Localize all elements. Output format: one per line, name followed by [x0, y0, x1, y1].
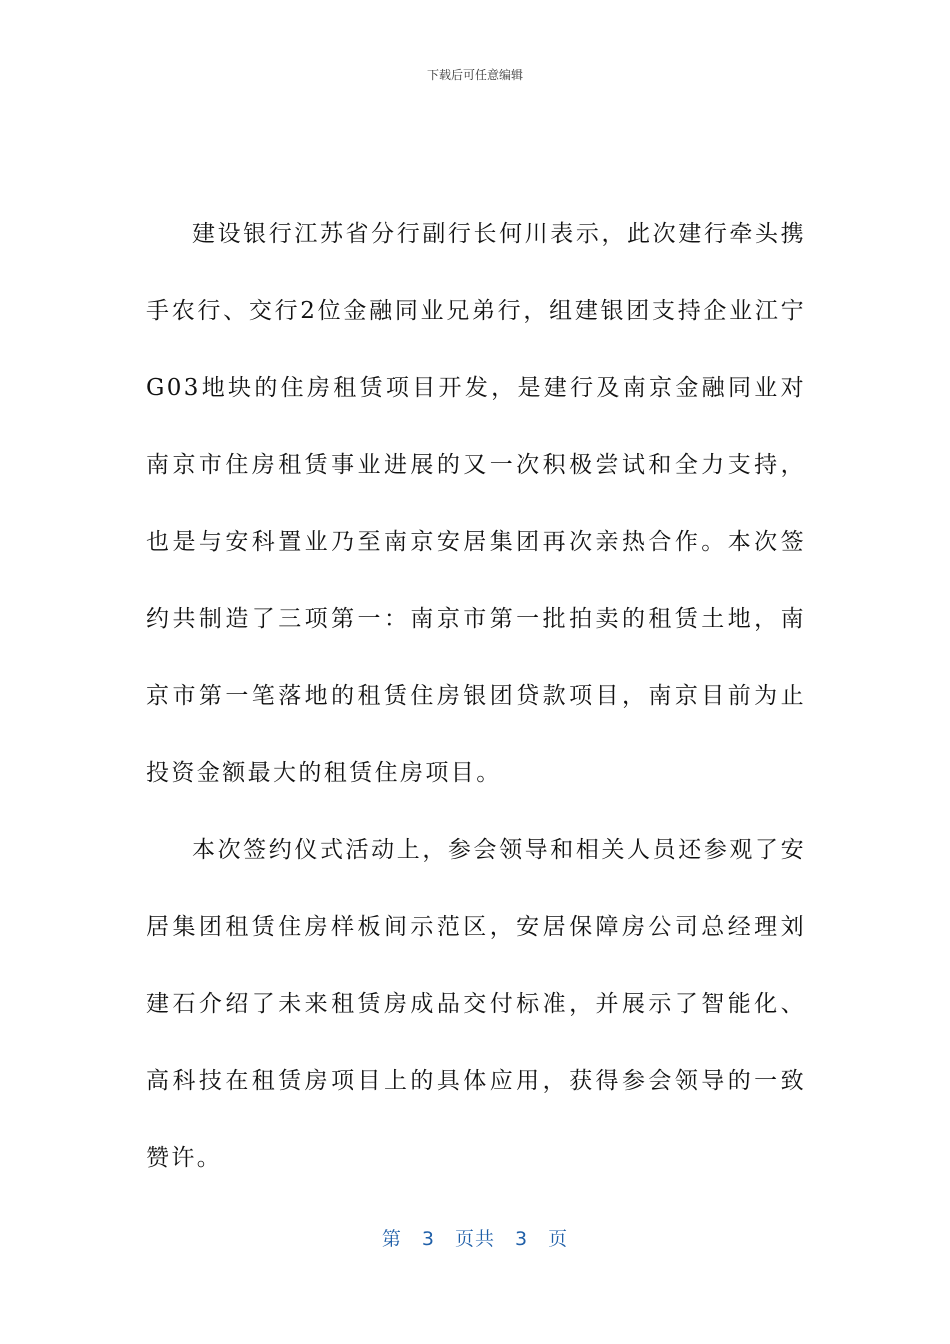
footer-prefix: 第: [381, 1228, 402, 1250]
body-text: [146, 196, 806, 1197]
footer-current-page: 3: [421, 1228, 435, 1250]
page-footer: [0, 1224, 950, 1251]
header-note: 下载后可任意编辑: [426, 68, 523, 82]
footer-suffix: 页: [548, 1228, 569, 1250]
footer-total-pages: 3: [515, 1228, 529, 1250]
paragraph-2: 本次签约仪式活动上，参会领导和相关人员还参观了安居集团租赁住房样板间示范区，安居保障房公司总经理刘建石介绍了未来租赁房成品交付标准，并展示了智能化、高科技在租赁房项目上的具体应用，获得参会领导的一致赞许。: [146, 837, 806, 1171]
footer-middle: 页共: [454, 1228, 495, 1250]
paragraph-1: 建设银行江苏省分行副行长何川表示，此次建行牵头携手农行、交行2位金融同业兄弟行，组建银团支持企业江宁G03地块的住房租赁项目开发，是建行及南京金融同业对南京市住房租赁事业进展的又一次积极尝试和全力支持，也是与安科置业乃至南京安居集团再次亲热合作。本次签约共制造了三项第一：南京市第一批拍卖的租赁土地，南京市第一笔落地的租赁住房银团贷款项目，南京目前为止投资金额最大的租赁住房项目。: [146, 221, 806, 786]
